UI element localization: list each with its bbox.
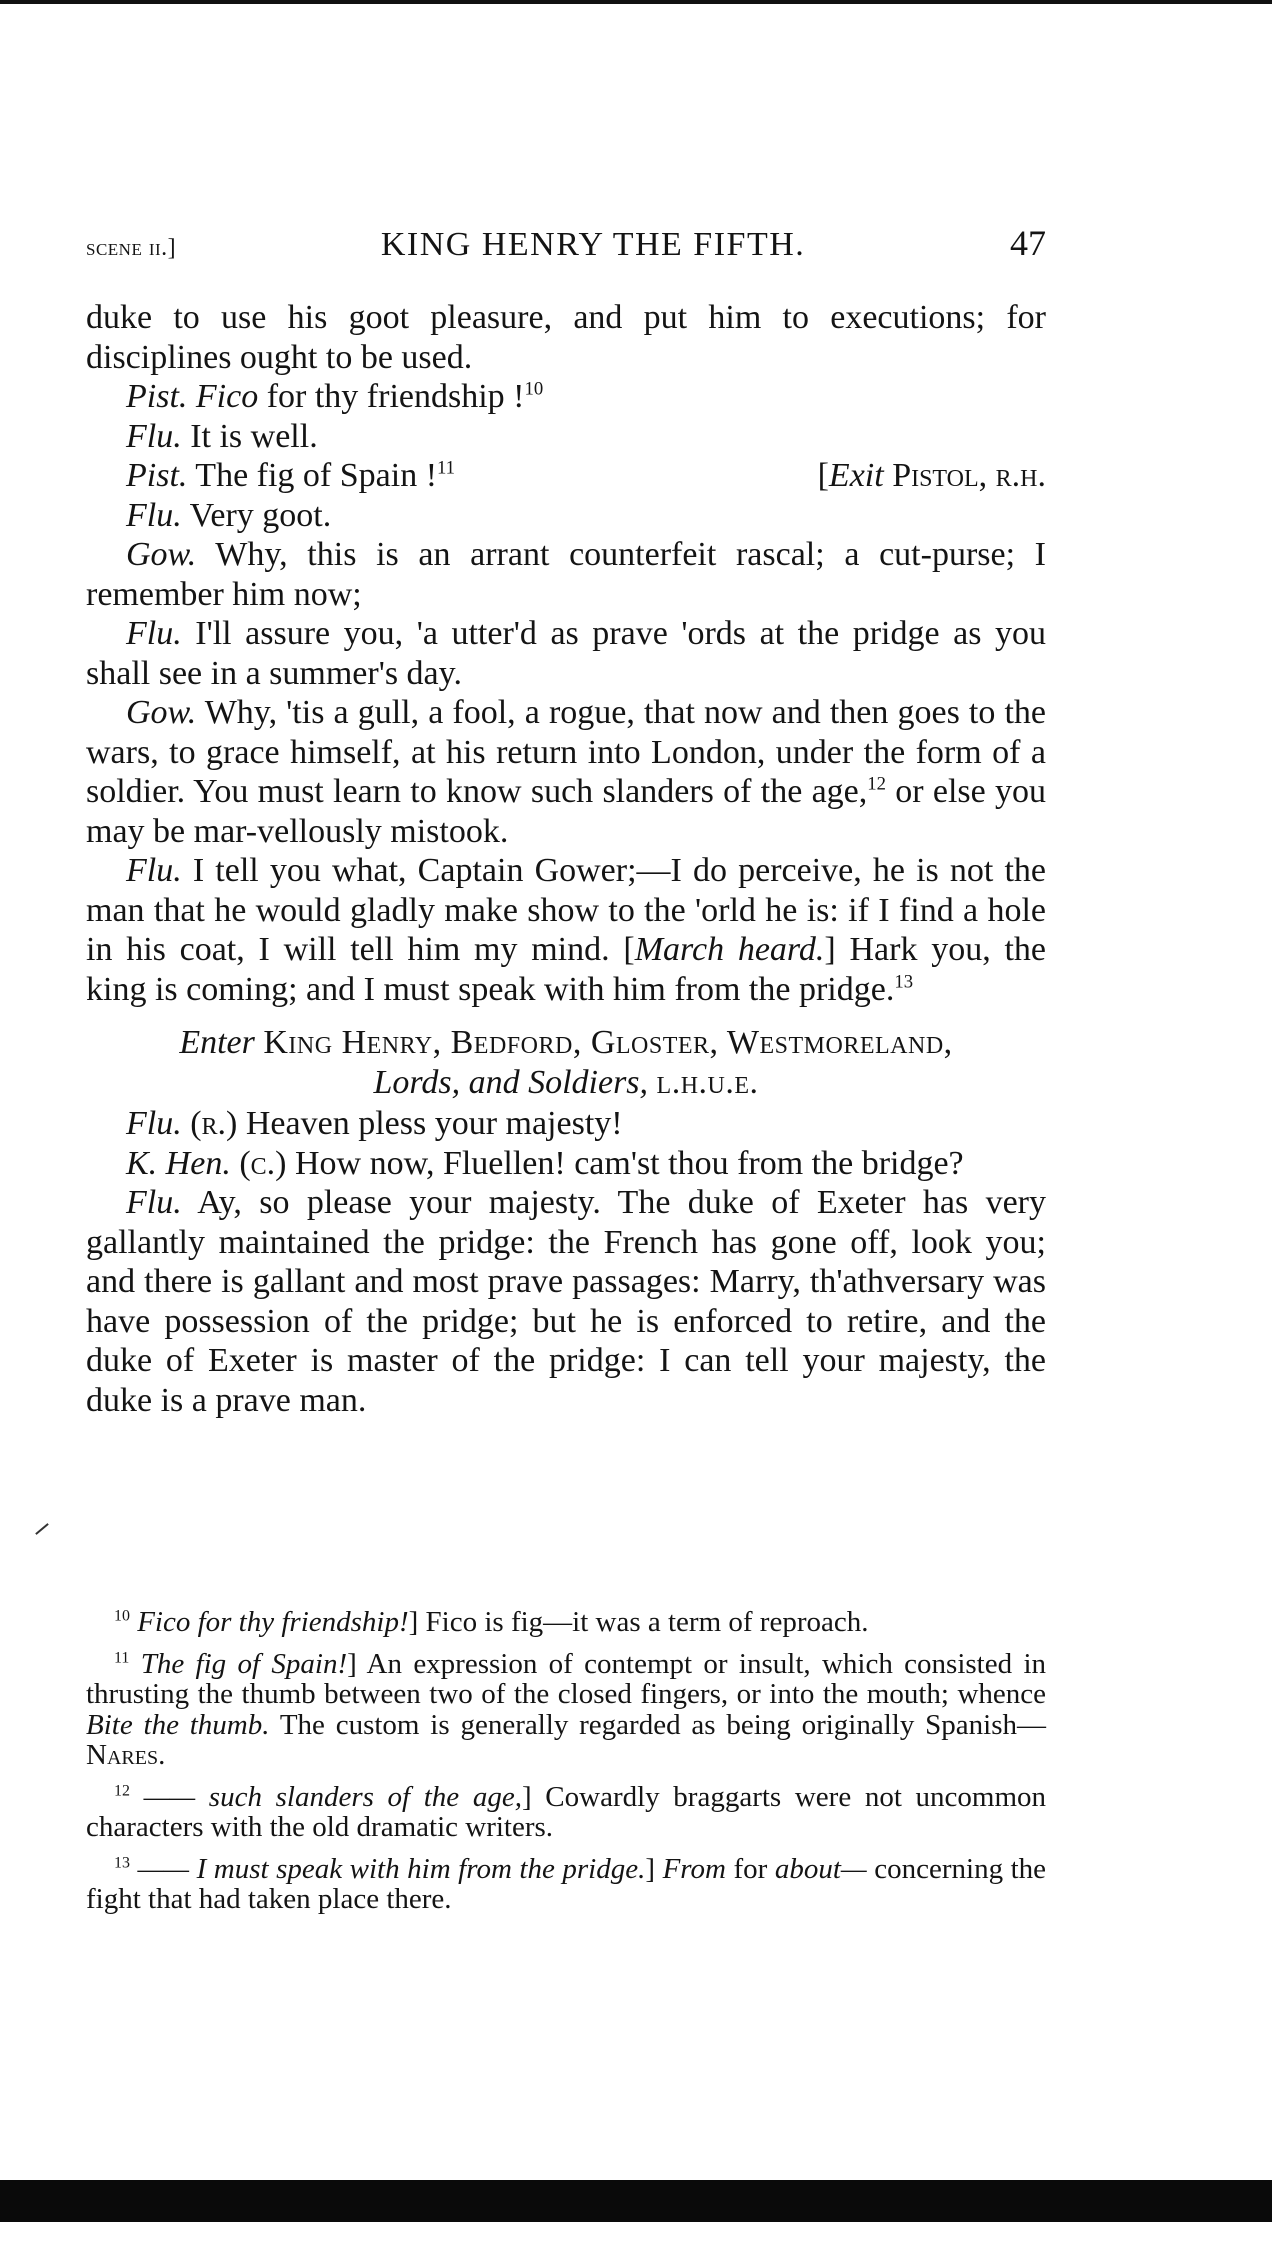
speech xyxy=(86,614,1046,693)
footnote-number: 12 xyxy=(114,1781,130,1799)
footnote xyxy=(86,1854,1046,1915)
footnote-ref: 10 xyxy=(524,378,544,400)
speech-text: The fig of Spain ! xyxy=(195,457,438,494)
footnote-ref: 13 xyxy=(894,971,914,993)
footnote-italic: about— xyxy=(774,1852,867,1885)
speaker: K. Hen. xyxy=(126,1144,231,1182)
exit-name: Pistol, xyxy=(892,457,988,494)
speech-text: I'll assure you, 'a utter'd as prave 'ords at the pridge as you shall see in a summer's day. xyxy=(86,615,1047,692)
speaker: Flu. xyxy=(126,417,182,455)
bracket: [ xyxy=(623,931,635,968)
speaker: Flu. xyxy=(126,1105,182,1142)
exit-position: r.h. xyxy=(995,457,1046,494)
footnote-number: 10 xyxy=(114,1607,130,1625)
speech-text: Why, 'tis a gull, a fool, a rogue, that now and then goes to the wars, to grace himself, at his return into London, under the form of a soldier. You must learn to know such slanders of the age, xyxy=(86,694,1046,810)
dialogue-body xyxy=(86,298,1046,1420)
speech-text: Why, this is an arrant counterfeit rascal; a cut-purse; I remember him now; xyxy=(86,536,1047,613)
exit-word: Exit xyxy=(828,457,884,494)
running-header xyxy=(86,222,1046,272)
speaker: Flu. xyxy=(126,852,182,889)
speaker: Flu. xyxy=(126,1184,182,1221)
speech xyxy=(86,377,1046,417)
footnotes xyxy=(86,1607,1046,1926)
footnote-number: 13 xyxy=(114,1853,130,1871)
footnote xyxy=(86,1607,1046,1638)
speech-text: It is well. xyxy=(190,417,318,455)
scene-label: scene ii.] xyxy=(86,235,177,261)
footnote-italic: Bite the thumb. xyxy=(86,1708,270,1741)
margin-pencil-mark xyxy=(35,1523,49,1535)
footnote-lemma: —— such slanders of the age, xyxy=(143,1780,522,1813)
bracket: [ xyxy=(817,457,829,494)
footnote-text: concerning the fight that had taken place there. xyxy=(86,1852,1047,1915)
speech-text: Hark you, the king is coming; and I must speak with him from the pridge. xyxy=(86,931,1046,1008)
footnote-lemma: The fig of Spain! xyxy=(140,1647,348,1680)
bracket: ] xyxy=(521,1780,532,1813)
speaker: Pist. xyxy=(126,378,188,415)
speech-text: for thy friendship ! xyxy=(266,378,525,415)
speech-text: or else you may be mar-vellously mistook. xyxy=(86,773,1047,850)
stage-direction xyxy=(623,931,835,968)
footnote-lemma: Fico for thy friendship! xyxy=(137,1606,409,1638)
enter-word: Enter xyxy=(179,1024,255,1061)
page-number: 47 xyxy=(1010,223,1046,263)
speech xyxy=(86,417,1046,457)
stage-position: (r.) xyxy=(190,1105,238,1142)
speech xyxy=(86,693,1046,851)
speech-text: Heaven pless your majesty! xyxy=(245,1105,623,1142)
page-top-edge xyxy=(0,0,1272,4)
bracket: ] xyxy=(408,1606,419,1638)
footnote-ref: 11 xyxy=(437,457,456,479)
bracket: ] xyxy=(645,1852,656,1885)
speech xyxy=(86,851,1046,1009)
paragraph: duke to use his goot pleasure, and put him to executions; for disciplines ought to be used. xyxy=(86,299,1046,376)
footnote-citation: Nares. xyxy=(86,1739,166,1771)
play-title: KING HENRY THE FIFTH. xyxy=(380,226,806,263)
footnote xyxy=(86,1649,1046,1771)
entering-characters: King Henry, Bedford, Gloster, Westmoreland, xyxy=(263,1024,953,1061)
footnote-number: 11 xyxy=(114,1648,130,1666)
speech xyxy=(86,535,1046,614)
speech xyxy=(86,1104,1046,1144)
entering-others: Lords, and Soldiers, xyxy=(373,1063,649,1101)
footnote-lemma: —— I must speak with him from the pridge. xyxy=(137,1852,646,1885)
speaker: Pist. xyxy=(126,457,188,494)
scan-bottom-edge xyxy=(0,2180,1272,2222)
footnote-text: for xyxy=(733,1852,768,1885)
speech-text: Ay, so please your majesty. The duke of Exeter has very gallantly maintained the pridge: the French has gone off, look you; and there is gallant and most prave passages: Marry, th'athversary was have possession of the pridge; but he is enforced to retire, and the duke of Exeter is master of the pridge: I can tell your majesty, the duke is a prave man. xyxy=(86,1184,1046,1419)
stage-direction-exit xyxy=(778,456,1046,496)
speaker: Gow. xyxy=(126,694,197,731)
speech xyxy=(86,456,1046,496)
bracket: ] xyxy=(824,931,836,968)
speaker: Gow. xyxy=(126,536,197,573)
entrance-direction xyxy=(86,1023,1046,1102)
bracket: ] xyxy=(347,1647,357,1680)
speaker: Flu. xyxy=(126,615,182,652)
entry-position: l.h.u.e. xyxy=(656,1063,759,1101)
speech xyxy=(86,496,1046,536)
footnote xyxy=(86,1782,1046,1843)
footnote-text: The custom is generally regarded as being originally Spanish— xyxy=(279,1708,1047,1741)
footnote-text: An expression of contempt or insult, which consisted in thrusting the thumb between two of the closed fingers, or into the mouth; whence xyxy=(86,1647,1047,1710)
footnote-text: Cowardly braggarts were not uncommon characters with the old dramatic writers. xyxy=(86,1780,1047,1843)
speech-text: I tell you what, Captain Gower;—I do perceive, he is not the man that he would gladly make show to the 'orld he is: if I find a hole in his coat, I will tell him my mind. xyxy=(86,852,1046,968)
footnote-italic: From xyxy=(662,1852,726,1885)
speech xyxy=(86,1183,1046,1420)
speaker: Flu. xyxy=(126,496,182,534)
footnote-text: Fico is fig—it was a term of reproach. xyxy=(425,1606,869,1638)
speech-text: How now, Fluellen! cam'st thou from the bridge? xyxy=(294,1144,964,1182)
direction-text: March heard. xyxy=(634,931,825,968)
footnote-ref: 12 xyxy=(867,773,886,795)
stage-position: (c.) xyxy=(239,1144,287,1182)
speech-text: Very goot. xyxy=(189,496,332,534)
speech xyxy=(86,1144,1046,1184)
italic-word: Fico xyxy=(195,378,259,415)
